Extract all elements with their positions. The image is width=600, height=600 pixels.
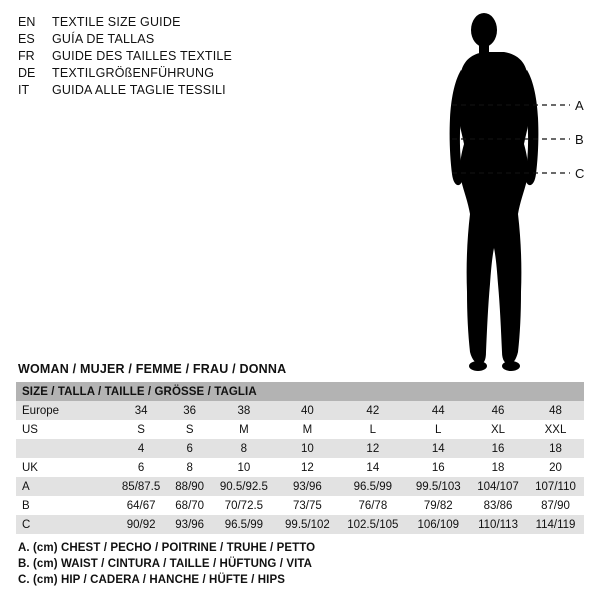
cell: 42 [338, 401, 407, 420]
language-code: IT [18, 83, 30, 97]
language-row [18, 65, 318, 82]
language-label: TEXTILGRÖßENFÜHRUNG [52, 66, 215, 80]
cell: 70/72.5 [211, 496, 276, 515]
row-label: UK [16, 458, 114, 477]
table-row [16, 496, 584, 515]
table-header-label: SIZE / TALLA / TAILLE / GRÖSSE / TAGLIA [22, 385, 257, 398]
cell: 44 [407, 401, 469, 420]
cell: 38 [211, 401, 276, 420]
cell: 96.5/99 [338, 477, 407, 496]
marker-label-b: B [575, 132, 584, 147]
cell: 14 [338, 458, 407, 477]
cell: 14 [407, 439, 469, 458]
row-label [16, 439, 114, 458]
language-label: TEXTILE SIZE GUIDE [52, 15, 181, 29]
row-label: Europe [16, 401, 114, 420]
cell: 90.5/92.5 [211, 477, 276, 496]
cell: 46 [469, 401, 527, 420]
cell: XXL [527, 420, 584, 439]
cell: S [168, 420, 211, 439]
cell: 83/86 [469, 496, 527, 515]
size-table [16, 382, 584, 534]
cell: 18 [469, 458, 527, 477]
cell: 16 [469, 439, 527, 458]
cell: L [407, 420, 469, 439]
marker-label-c: C [575, 166, 585, 181]
table-row [16, 477, 584, 496]
row-label: A [16, 477, 114, 496]
cell: 99.5/102 [277, 515, 339, 534]
language-label: GUIDA ALLE TAGLIE TESSILI [52, 83, 226, 97]
cell: 102.5/105 [338, 515, 407, 534]
language-code: FR [18, 49, 35, 63]
cell: M [211, 420, 276, 439]
cell: 99.5/103 [407, 477, 469, 496]
cell: 40 [277, 401, 339, 420]
language-label: GUÍA DE TALLAS [52, 32, 155, 46]
female-silhouette-icon [420, 8, 590, 373]
cell: 90/92 [114, 515, 168, 534]
legend-line-c: C. (cm) HIP / CADERA / HANCHE / HÜFTE / HIPS [18, 574, 286, 586]
language-code: DE [18, 66, 36, 80]
table-row [16, 401, 584, 420]
cell: M [277, 420, 339, 439]
cell: 110/113 [469, 515, 527, 534]
cell: 76/78 [338, 496, 407, 515]
cell: 73/75 [277, 496, 339, 515]
cell: 16 [407, 458, 469, 477]
table-row [16, 439, 584, 458]
table-row [16, 515, 584, 534]
language-code: ES [18, 32, 35, 46]
cell: 10 [211, 458, 276, 477]
language-list [18, 14, 318, 99]
section-heading-woman: WOMAN / MUJER / FEMME / FRAU / DONNA [18, 362, 287, 376]
cell: 107/110 [527, 477, 584, 496]
cell: 6 [168, 439, 211, 458]
table-row [16, 420, 584, 439]
language-row [18, 14, 318, 31]
cell: 8 [211, 439, 276, 458]
cell: 4 [114, 439, 168, 458]
cell: 6 [114, 458, 168, 477]
body-figure [420, 8, 590, 373]
cell: S [114, 420, 168, 439]
cell: 88/90 [168, 477, 211, 496]
cell: 93/96 [277, 477, 339, 496]
cell: 12 [338, 439, 407, 458]
cell: 34 [114, 401, 168, 420]
legend-line-b: B. (cm) WAIST / CINTURA / TAILLE / HÜFTUNG / VITA [18, 558, 313, 570]
language-row [18, 31, 318, 48]
cell: 18 [527, 439, 584, 458]
cell: 68/70 [168, 496, 211, 515]
table-row [16, 458, 584, 477]
cell: 79/82 [407, 496, 469, 515]
cell: 48 [527, 401, 584, 420]
cell: 85/87.5 [114, 477, 168, 496]
row-label: C [16, 515, 114, 534]
cell: 96.5/99 [211, 515, 276, 534]
cell: L [338, 420, 407, 439]
language-label: GUIDE DES TAILLES TEXTILE [52, 49, 233, 63]
cell: 36 [168, 401, 211, 420]
cell: 114/119 [527, 515, 584, 534]
cell: 12 [277, 458, 339, 477]
marker-label-a: A [575, 98, 584, 113]
cell: XL [469, 420, 527, 439]
measurement-legend [18, 540, 578, 588]
cell: 106/109 [407, 515, 469, 534]
legend-line-a: A. (cm) CHEST / PECHO / POITRINE / TRUHE / PETTO [18, 542, 316, 554]
table-header-row [16, 382, 584, 401]
cell: 10 [277, 439, 339, 458]
row-label: US [16, 420, 114, 439]
cell: 87/90 [527, 496, 584, 515]
cell: 104/107 [469, 477, 527, 496]
language-row [18, 82, 318, 99]
row-label: B [16, 496, 114, 515]
language-code: EN [18, 15, 36, 29]
cell: 20 [527, 458, 584, 477]
language-row [18, 48, 318, 65]
cell: 64/67 [114, 496, 168, 515]
cell: 93/96 [168, 515, 211, 534]
cell: 8 [168, 458, 211, 477]
